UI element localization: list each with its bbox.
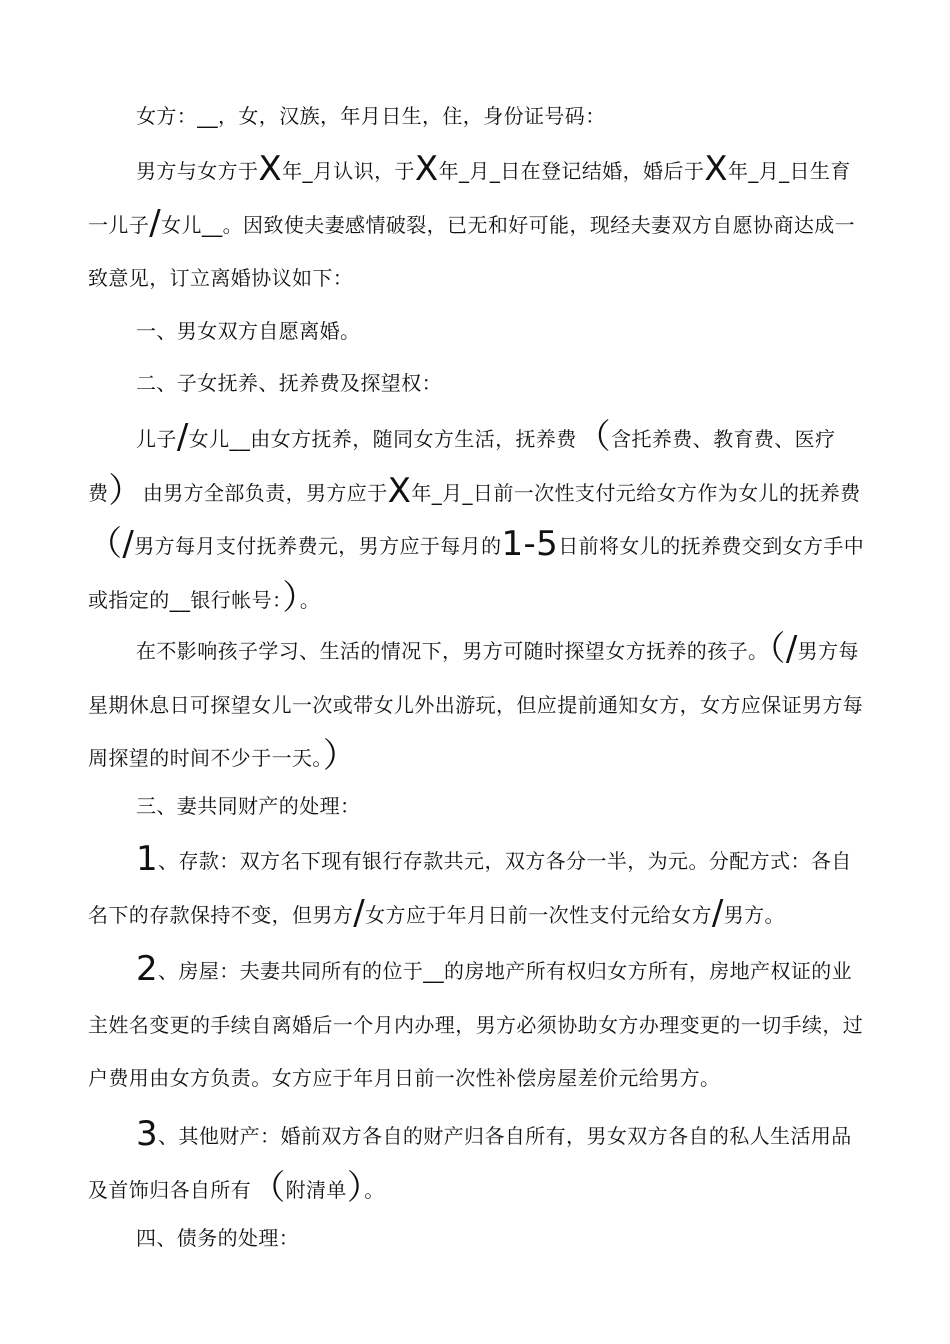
paragraph-visitation — [88, 625, 868, 786]
paragraph-house — [88, 945, 868, 1106]
slash-separator: / — [353, 892, 366, 933]
paragraph-marriage-history — [88, 145, 868, 306]
support-text-g: 日前将女儿的抚养费交到女方手中或指定的__银行帐号： — [88, 534, 865, 612]
other-property-text-a: 、其他财产：婚前双方各自的财产归各自所有，男女双方各自的私人生活用品及首饰归各自所有 — [88, 1124, 852, 1202]
heading-child-custody-text: 二、子女抚养、抚养费及探望权： — [136, 371, 442, 395]
paren-open: （ — [576, 417, 612, 457]
slash-separator: / — [176, 417, 189, 457]
support-text-c: 含托养费、教育费、医疗费 — [88, 427, 836, 505]
paragraph-other-property — [88, 1110, 868, 1217]
slash-separator: / — [785, 629, 798, 669]
paren-open: （ — [768, 629, 786, 669]
wife-info-text: 女方：__，女，汉族，年月日生，住，身份证号码： — [136, 104, 606, 128]
paren-open: （ — [251, 1167, 286, 1208]
marriage-text-2: 年_月认识，于 — [282, 159, 415, 183]
item-number: 2 — [136, 949, 159, 989]
heading-property-text: 三、妻共同财产的处理： — [136, 794, 361, 818]
savings-text-c: 男方。 — [723, 902, 785, 927]
heading-divorce-text: 一、男女双方自愿离婚。 — [136, 319, 361, 343]
heading-property — [88, 780, 868, 834]
slash-separator: / — [122, 524, 135, 564]
paragraph-savings — [88, 835, 868, 942]
support-text-f: 男方每月支付抚养费元，男方应于每月的 — [134, 534, 502, 558]
heading-debts-text: 四、债务的处理： — [136, 1226, 300, 1250]
paragraph-child-support — [88, 413, 868, 627]
paren-open: （ — [88, 524, 123, 564]
other-property-text-c: 。 — [364, 1177, 385, 1202]
support-text-a: 儿子 — [136, 427, 177, 451]
placeholder-x: X — [387, 470, 412, 511]
heading-divorce — [88, 305, 868, 359]
paren-close: ） — [346, 1167, 365, 1208]
savings-text-a: 、存款：双方名下现有银行存款共元，双方各分一半，为元。分配方式：各自名下的存款保持不变，但男方 — [88, 849, 852, 927]
support-text-b: 女儿__由女方抚养，随同女方生活，抚养费 — [188, 427, 577, 451]
savings-text-b: 女方应于年月日前一次性支付元给女方 — [365, 902, 712, 927]
marriage-text-1: 男方与女方于 — [136, 159, 259, 183]
item-number: 1 — [136, 839, 159, 879]
placeholder-x: X — [258, 149, 283, 189]
support-text-e: 年_月_日前一次性支付元给女方作为女儿的抚养费 — [411, 480, 861, 505]
slash-separator: / — [711, 892, 724, 933]
paren-close: ） — [108, 470, 143, 511]
placeholder-x: X — [704, 149, 728, 189]
visitation-text-b: 男方每星期休息日可探望女儿一次或带女儿外出游玩，但应提前通知女方，女方应保证男方每周探望的时间不少于一天。 — [88, 639, 864, 770]
heading-debts — [88, 1212, 868, 1266]
placeholder-x: X — [414, 149, 439, 189]
heading-child-custody — [88, 357, 868, 411]
paragraph-wife-info — [88, 90, 868, 144]
item-number: 3 — [136, 1114, 159, 1154]
support-text-h: 。 — [299, 587, 321, 612]
marriage-text-3: 年_月_日在登记结婚，婚后于 — [438, 159, 705, 183]
house-text: 、房屋：夫妻共同所有的位于__的房地产所有权归女方所有，房地产权证的业主姓名变更的手续自离婚后一个月内办理，男方必须协助女方办理变更的一切手续，过户费用由女方负责。女方应于年月日前一次性补偿房屋差价元给男方。 — [88, 959, 864, 1090]
support-text-d: 由男方全部负责，男方应于 — [142, 480, 388, 505]
other-property-text-b: 附清单 — [285, 1177, 347, 1202]
paren-close: ） — [322, 736, 358, 776]
marriage-text-5: 女儿__。因致使夫妻感情破裂，已无和好可能，现经夫妻双方自愿协商达成一致意见，订立离婚协议如下： — [88, 212, 856, 290]
paren-close: ） — [282, 577, 300, 618]
slash-separator: / — [149, 202, 162, 243]
visitation-text-a: 在不影响孩子学习、生活的情况下，男方可随时探望女方抚养的孩子。 — [136, 639, 769, 663]
day-range-number: 1-5 — [501, 524, 559, 564]
marriage-text-4: 年_月_日生育一儿子 — [88, 159, 851, 237]
